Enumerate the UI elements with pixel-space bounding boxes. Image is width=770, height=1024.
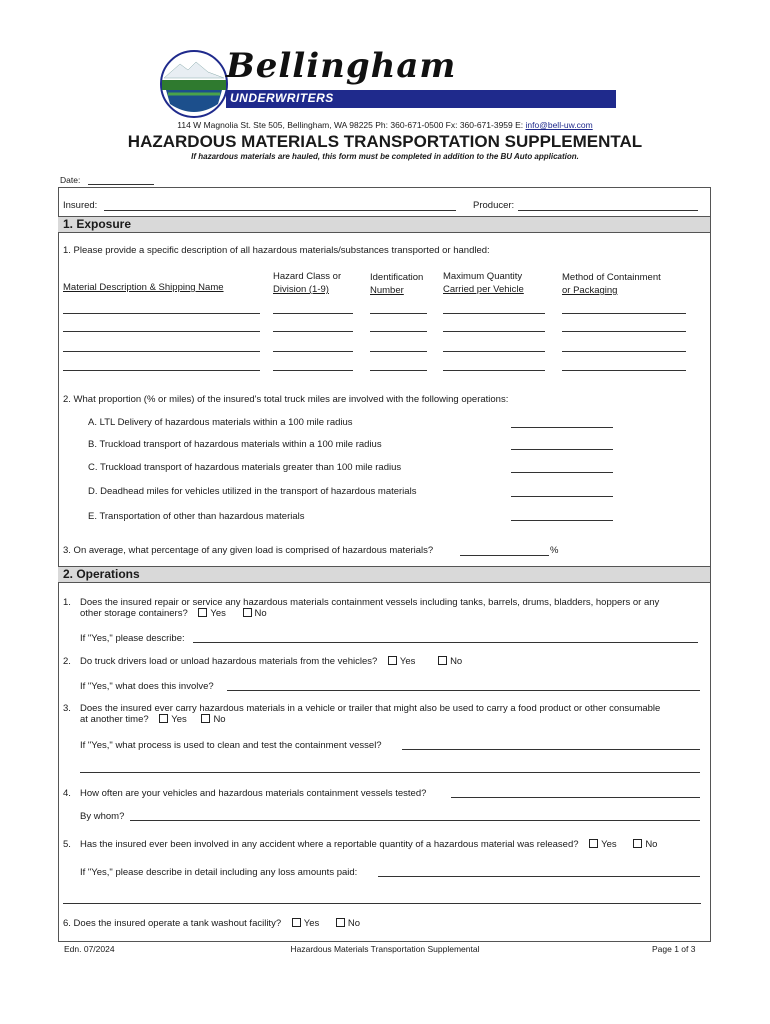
ops-q5-no-label: No: [645, 839, 658, 850]
exposure-q2c: C. Truckload transport of hazardous materials greater than 100 mile radius: [88, 462, 402, 473]
ops-q1-followup-field[interactable]: [193, 642, 698, 643]
section-operations-title: 2. Operations: [63, 567, 140, 581]
exposure-q2d-field[interactable]: [511, 496, 613, 497]
exposure-q3-suffix: %: [550, 545, 559, 556]
date-field[interactable]: [88, 184, 154, 185]
ops-q6-yes-checkbox[interactable]: [292, 918, 301, 927]
material-row-2-hazard[interactable]: [273, 331, 353, 332]
material-row-3-max[interactable]: [443, 351, 545, 352]
material-row-3-material[interactable]: [63, 351, 260, 352]
material-row-2-max[interactable]: [443, 331, 545, 332]
exposure-q2e: E. Transportation of other than hazardous materials: [88, 511, 305, 522]
ops-q5-no-checkbox[interactable]: [633, 839, 642, 848]
ops-q4-number: 4.: [63, 788, 71, 799]
ops-q3-yes-checkbox[interactable]: [159, 714, 168, 723]
col-max-line2: Carried per Vehicle: [443, 284, 524, 295]
material-row-2-method[interactable]: [562, 331, 686, 332]
ops-q2-text: Do truck drivers load or unload hazardous materials from the vehicles?: [80, 656, 378, 667]
ops-q6-no-label: No: [347, 918, 361, 929]
material-row-1-hazard[interactable]: [273, 313, 353, 314]
section-exposure-title: 1. Exposure: [63, 217, 132, 231]
col-hazard-header: [273, 270, 341, 296]
ops-q2-followup-label: If "Yes," what does this involve?: [80, 681, 214, 692]
ops-q1-no-label: No: [254, 608, 267, 619]
producer-label: Producer:: [473, 200, 515, 211]
material-row-4-max[interactable]: [443, 370, 545, 371]
email-link[interactable]: info@bell-uw.com: [525, 120, 593, 130]
form-frame-bottom: [58, 941, 710, 942]
ops-q1-yes-checkbox[interactable]: [198, 608, 207, 617]
exposure-q2a-field[interactable]: [511, 427, 613, 428]
ops-q3-line2-text: at another time?: [80, 714, 149, 725]
ops-q4-field[interactable]: [451, 797, 700, 798]
ops-q3-followup-field-1[interactable]: [402, 749, 700, 750]
ops-q5-line: [80, 839, 657, 850]
material-row-1-material[interactable]: [63, 313, 260, 314]
ops-q5-yes-label: Yes: [601, 839, 617, 850]
ops-q6-line: [63, 918, 360, 929]
ops-q6-yes-label: Yes: [303, 918, 320, 929]
col-id-header: [370, 271, 423, 297]
col-method-header: [562, 271, 661, 297]
col-hazard-line1: Hazard Class or: [273, 271, 342, 282]
ops-q3-no-label: No: [213, 714, 226, 725]
ops-q3-followup-field-2[interactable]: [80, 772, 700, 773]
footer-title: Hazardous Materials Transportation Supplemental: [290, 944, 480, 954]
col-method-line1: Method of Containment: [562, 272, 661, 283]
ops-q1-line1: Does the insured repair or service any hazardous materials containment vessels including tanks, barrels, drums, bladders, hoppers or any: [80, 597, 660, 608]
producer-field[interactable]: [518, 210, 698, 211]
form-title: HAZARDOUS MATERIALS TRANSPORTATION SUPPLEMENTAL: [127, 132, 643, 151]
ops-q3-no-checkbox[interactable]: [201, 714, 210, 723]
material-row-3-id[interactable]: [370, 351, 427, 352]
ops-q5-text: Has the insured ever been involved in any accident where a reportable quantity of a hazardous material was released?: [80, 839, 579, 850]
ops-q3-number: 3.: [63, 703, 71, 714]
exposure-q3: 3. On average, what percentage of any given load is comprised of hazardous materials?: [63, 545, 434, 556]
material-row-2-id[interactable]: [370, 331, 427, 332]
ops-q5-followup-field-1[interactable]: [378, 876, 700, 877]
insured-label: Insured:: [63, 200, 98, 211]
ops-q5-followup-field-2[interactable]: [63, 903, 701, 904]
col-max-line1: Maximum Quantity: [443, 271, 523, 282]
col-id-line2: Number: [370, 285, 404, 296]
material-row-4-method[interactable]: [562, 370, 686, 371]
ops-q1-line2: [80, 608, 267, 619]
material-row-1-method[interactable]: [562, 313, 686, 314]
section-operations-header: [58, 566, 710, 583]
ops-q2-no-checkbox[interactable]: [438, 656, 447, 665]
date-label: Date:: [60, 175, 81, 185]
company-logo: [156, 46, 618, 120]
ops-q6-no-checkbox[interactable]: [336, 918, 345, 927]
ops-q2-no-label: No: [450, 656, 463, 667]
ops-q1-no-checkbox[interactable]: [243, 608, 252, 617]
form-subtitle: If hazardous materials are hauled, this form must be completed in addition to the BU Auto application.: [191, 152, 579, 161]
ops-q5-number: 5.: [63, 839, 71, 850]
col-max-header: [443, 270, 524, 296]
ops-q2-number: 2.: [63, 656, 71, 667]
exposure-q2b: B. Truckload transport of hazardous materials within a 100 mile radius: [88, 439, 382, 450]
insured-field[interactable]: [104, 210, 456, 211]
ops-q1-yes-label: Yes: [210, 608, 226, 619]
ops-q1-followup-label: If "Yes," please describe:: [80, 633, 185, 644]
material-row-2-material[interactable]: [63, 331, 260, 332]
col-hazard-line2: Division (1-9): [273, 284, 329, 295]
footer-page-number: Page 1 of 3: [652, 944, 696, 954]
col-id-line1: Identification: [370, 272, 424, 283]
ops-q2-line: [80, 656, 462, 667]
ops-q3-line1: Does the insured ever carry hazardous materials in a vehicle or trailer that might also be used to carry a food product or other consumable: [80, 703, 661, 714]
exposure-q1: 1. Please provide a specific description of all hazardous materials/substances transported or handled:: [63, 245, 490, 256]
material-row-4-id[interactable]: [370, 370, 427, 371]
ops-q1-number: 1.: [63, 597, 71, 608]
exposure-q2d: D. Deadhead miles for vehicles utilized in the transport of hazardous materials: [88, 486, 417, 497]
section-exposure-header: [58, 216, 710, 233]
material-row-3-hazard[interactable]: [273, 351, 353, 352]
form-frame-top: [58, 187, 710, 188]
exposure-q2c-field[interactable]: [511, 472, 613, 473]
material-row-4-hazard[interactable]: [273, 370, 353, 371]
ops-q4-followup-label: By whom?: [80, 811, 125, 822]
exposure-q2b-field[interactable]: [511, 449, 613, 450]
ops-q5-followup-label: If "Yes," please describe in detail including any loss amounts paid:: [80, 867, 358, 878]
frame-left: [58, 187, 59, 942]
material-row-1-id[interactable]: [370, 313, 427, 314]
ops-q3-line2: [80, 714, 226, 725]
exposure-q3-field[interactable]: [460, 555, 549, 556]
material-row-3-method[interactable]: [562, 351, 686, 352]
ops-q3-yes-label: Yes: [171, 714, 187, 725]
ops-q2-yes-checkbox[interactable]: [388, 656, 397, 665]
col-method-line2: or Packaging: [562, 285, 618, 296]
ops-q4-followup-field[interactable]: [130, 820, 700, 821]
ops-q2-yes-label: Yes: [399, 656, 416, 667]
footer-edition: Edn. 07/2024: [64, 944, 115, 954]
logo-subtitle: UNDERWRITERS: [230, 91, 334, 105]
col-material-header: Material Description & Shipping Name: [63, 282, 224, 293]
ops-q4-text: How often are your vehicles and hazardous materials containment vessels tested?: [80, 788, 427, 799]
ops-q1-line2-text: other storage containers?: [80, 608, 188, 619]
ops-q2-followup-field[interactable]: [227, 690, 700, 691]
exposure-q2e-field[interactable]: [511, 520, 613, 521]
address-line: [0, 120, 770, 130]
address-text: 114 W Magnolia St. Ste 505, Bellingham, WA 98225 Ph: 360-671-0500 Fx: 360-671-3959 E:: [177, 120, 526, 130]
frame-right: [710, 187, 711, 942]
logo-name: Bellingham: [226, 46, 457, 86]
material-row-1-max[interactable]: [443, 313, 545, 314]
exposure-q2: 2. What proportion (% or miles) of the insured's total truck miles are involved with the following operations:: [63, 394, 509, 405]
material-row-4-material[interactable]: [63, 370, 260, 371]
ops-q3-followup-label: If "Yes," what process is used to clean and test the containment vessel?: [80, 740, 382, 751]
ops-q5-yes-checkbox[interactable]: [589, 839, 598, 848]
exposure-q2a: A. LTL Delivery of hazardous materials within a 100 mile radius: [88, 417, 353, 428]
ops-q6-text: 6. Does the insured operate a tank washout facility?: [63, 918, 282, 929]
